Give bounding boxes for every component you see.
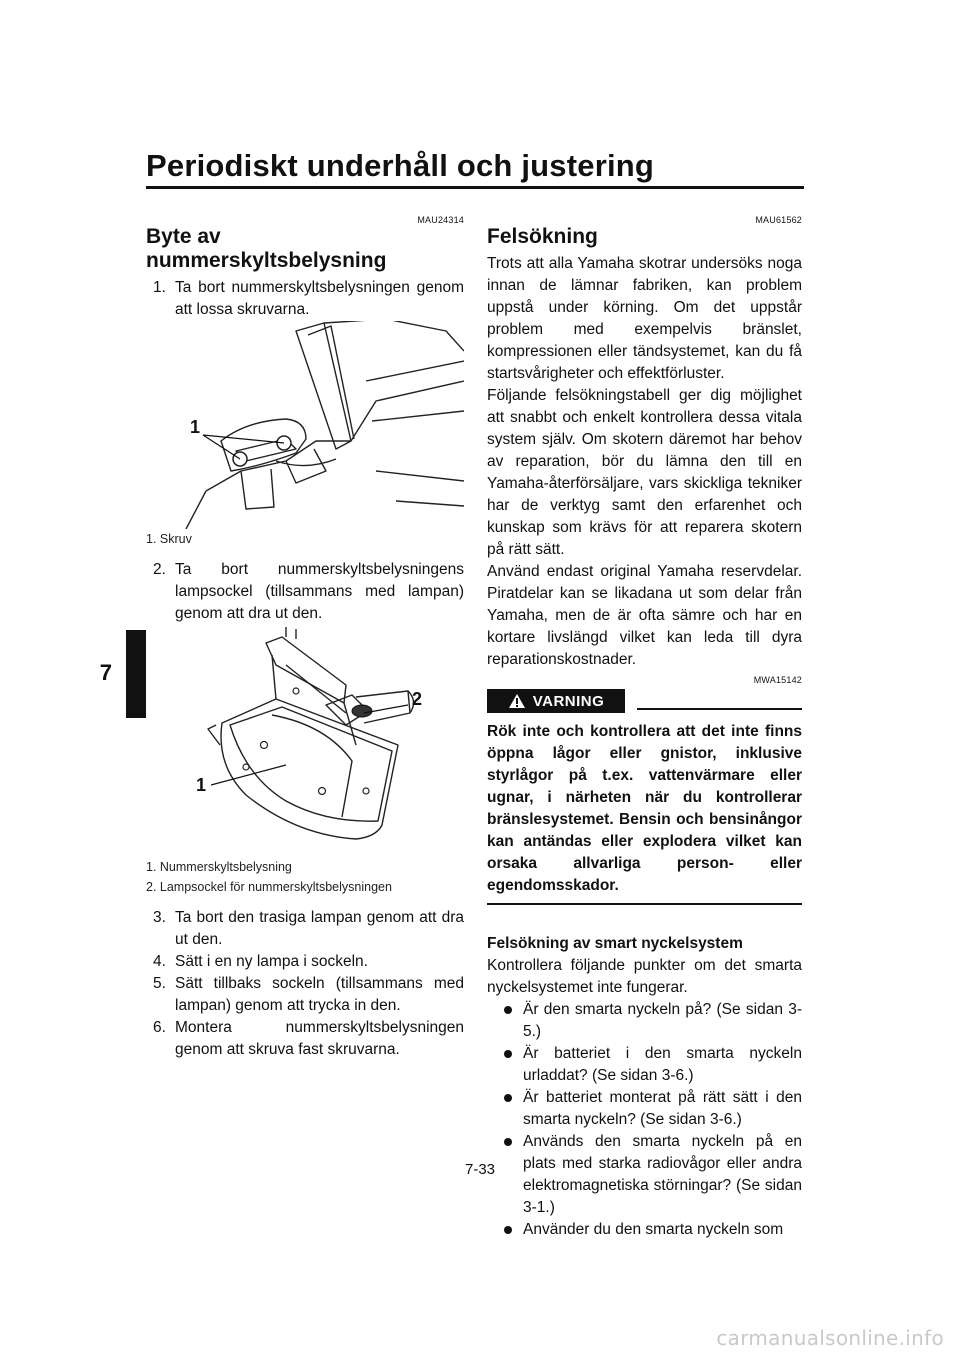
right-column [487,215,802,1241]
left-column [146,215,464,1061]
step-1: 1. Ta bort nummerskyltsbelysningen genom att lossa skruvarna. [153,279,464,318]
list-item: Är batteriet monterat på rätt sätt i den smarta nyckeln? (Se sidan 3-6.) [487,1087,802,1131]
section-heading: Felsökning [487,225,598,248]
step-2: 2. Ta bort nummerskyltsbelysningens lampsockel (tillsammans med lampan) genom att dra ut den. [153,561,464,622]
bullet-icon [504,1226,512,1234]
callout-1: 1 [196,775,207,795]
figure-caption-1: 1. Nummerskyltsbelysning [146,860,292,874]
step-4: 4. Sätt i en ny lampa i sockeln. [153,953,368,970]
lamp-socket-figure [146,625,464,857]
section-heading: Byte av nummerskyltsbelysning [146,225,387,272]
paragraph: Kontrollera följande punkter om det smarta nyckelsystemet inte fungerar. [487,957,802,996]
list-item: Är den smarta nyckeln på? (Se sidan 3-5.) [487,999,802,1043]
bullet-icon [504,1050,512,1058]
warning-code: MWA15142 [753,675,802,685]
header-rule [146,186,804,189]
page-number: 7-33 [464,1161,496,1178]
paragraph: Använd endast original Yamaha reservdelar. Piratdelar kan se likadana ut som delar från Yamaha, men de är ofta sämre och har en kortare livslängd vilket kan leda till dyra reparationskostnader. [487,563,802,668]
warning-rule [637,708,802,710]
license-light-screws-figure [146,321,464,529]
step-6: 6. Montera nummerskyltsbelysningen genom att skruva fast skruvarna. [153,1019,464,1058]
warning-badge: VARNING [487,689,625,713]
warning-triangle-icon [508,693,526,709]
watermark: carmanualsonline.info [716,1326,944,1350]
callout-2: 2 [412,689,423,709]
figure-caption: 1. Skruv [146,532,192,546]
subheading: Felsökning av smart nyckelsystem [487,935,743,952]
bullet-icon [504,1094,512,1102]
paragraph: Följande felsökningstabell ger dig möjlighet att snabbt och enkelt kontrollera dessa vitala system själv. Om skotern däremot har behov av reparation, bör du lämna den till en Yamaha-återförsäljare, vars skickliga tekniker har de verktyg samt den erfarenhet och kunskap som krävs för att reparera skotern på rätt sätt. [487,387,802,558]
paragraph: Trots att alla Yamaha skotrar undersöks noga innan de lämnar fabriken, kan problem uppstå under körning. Om det uppstår problem med exempelvis bränslet, kompressionen eller tändsystemet, kan du få startsvårigheter och effektförluster. [487,255,802,382]
bullet-icon [504,1138,512,1146]
list-item: Är batteriet i den smarta nyckeln urladdat? (Se sidan 3-6.) [487,1043,802,1087]
callout-1: 1 [190,417,201,437]
chapter-tab [126,630,146,718]
figure-caption-2: 2. Lampsockel för nummerskyltsbelysningen [146,880,392,894]
chapter-number: 7 [99,660,112,685]
list-item: Används den smarta nyckeln på en plats med starka radiovågor eller andra elektromagnetiska störningar? (Se sidan 3-1.) [487,1131,802,1219]
warning-text: Rök inte och kontrollera att det inte finns öppna lågor eller gnistor, inklusive styrlågor på t.ex. vattenvärmare eller ugnar, i närheten när du kontrollerar bränslesystemet. Bensin och bensinångor kan antändas eller explodera vilket kan orsaka allvarliga person- eller egendomsskador. [487,723,802,894]
warning-header [487,687,802,717]
page-title: Periodiskt underhåll och justering [146,148,655,183]
bullet-icon [504,1006,512,1014]
section-code: MAU24314 [417,215,464,225]
warning-end-rule [487,903,802,905]
step-3: 3. Ta bort den trasiga lampan genom att dra ut den. [153,909,464,948]
step-5: 5. Sätt tillbaks sockeln (tillsammans med lampan) genom att trycka in den. [153,975,464,1014]
list-item: Använder du den smarta nyckeln som [487,1219,802,1241]
section-code: MAU61562 [755,215,802,225]
